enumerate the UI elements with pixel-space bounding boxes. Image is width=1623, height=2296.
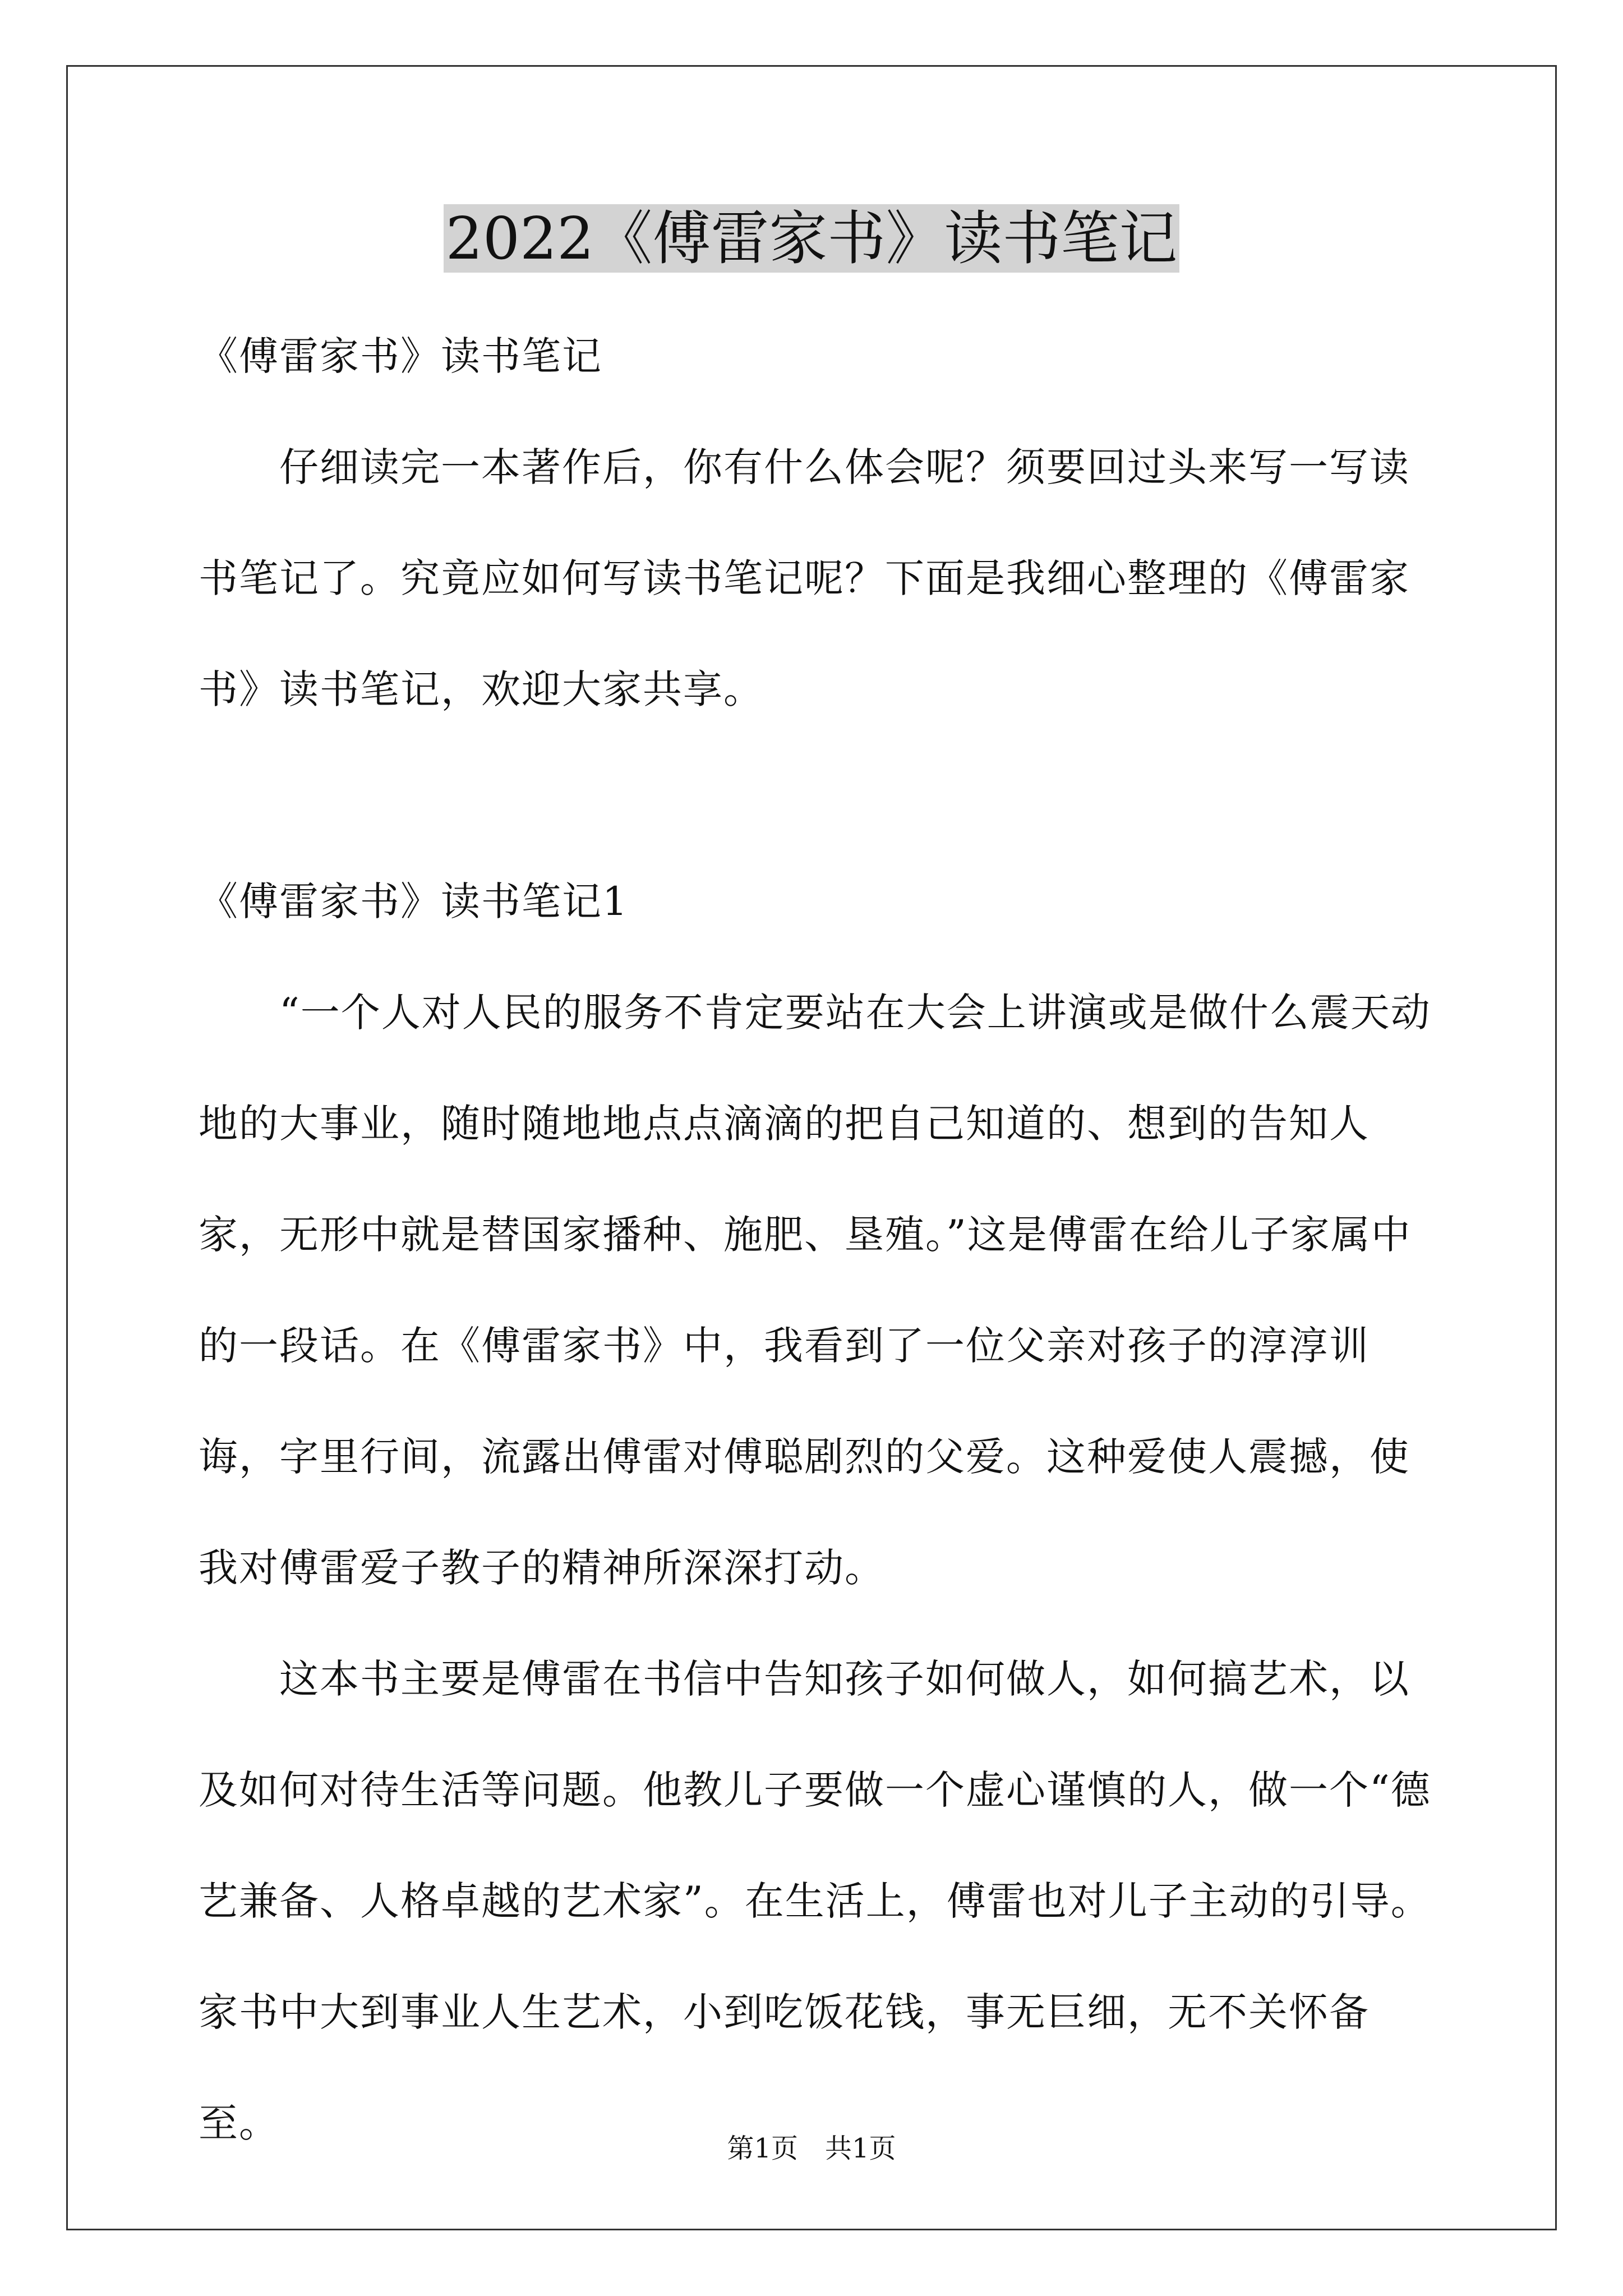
section-heading-1: 《傅雷家书》读书笔记1 — [199, 878, 629, 924]
page-number-footer: 第1页 共1页 — [727, 2133, 896, 2164]
document-title-text: 2022《傅雷家书》读书笔记 — [444, 204, 1180, 273]
document-body — [199, 301, 1432, 2179]
subtitle-heading: 《傅雷家书》读书笔记 — [199, 333, 602, 379]
document-title — [0, 202, 1623, 275]
body-paragraph-1: “一个人对人民的服务不肯定要站在大会上讲演或是做什么震天动地的大事业，随时随地地点点滴滴的把自己知道的、想到的告知人家，无形中就是替国家播种、施肥、垦殖。”这是傅雷在给儿子家属中的一段话。在《傅雷家书》中，我看到了一位父亲对孩子的淳淳训诲，字里行间，流露出傅雷对傅聪剧烈的父爱。这种爱使人震撼，使我对傅雷爱子教子的精神所深深打动。 — [199, 990, 1431, 1591]
intro-paragraph: 仔细读完一本著作后，你有什么体会呢？须要回过头来写一写读书笔记了。究竟应如何写读书笔记呢？下面是我细心整理的《傅雷家书》读书笔记，欢迎大家共享。 — [199, 444, 1410, 712]
body-paragraph-2: 这本书主要是傅雷在书信中告知孩子如何做人，如何搞艺术，以及如何对待生活等问题。他教儿子要做一个虚心谨慎的人，做一个“德艺兼备、人格卓越的艺术家”。在生活上，傅雷也对儿子主动的引导。家书中大到事业人生艺术，小到吃饭花钱，事无巨细，无不关怀备至。 — [199, 1656, 1431, 2146]
